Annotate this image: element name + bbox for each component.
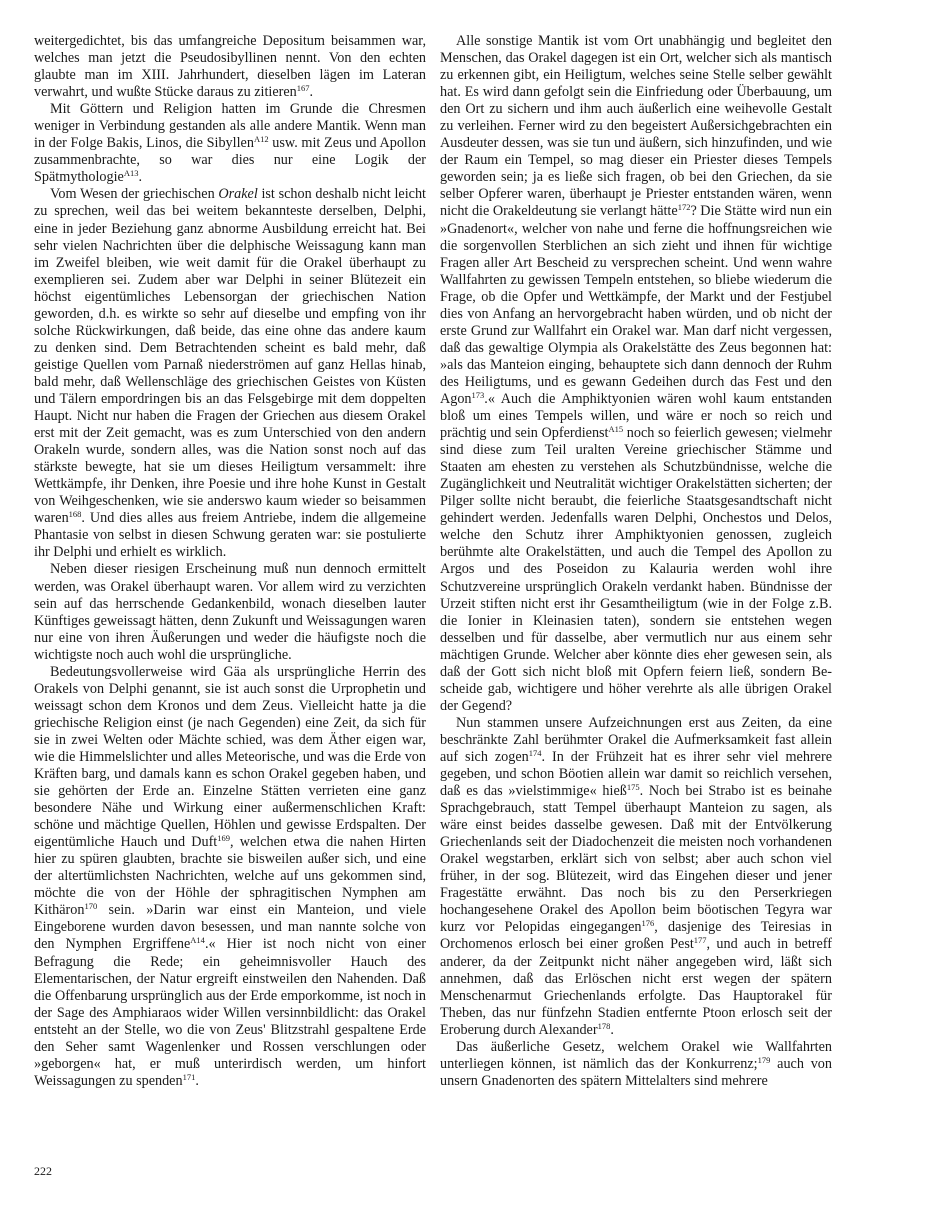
text-run: .« Hier ist noch nicht von einer Befragung die Rede; ein geheimnisvoller Hauch des Elementarischen, der Natur ergreift einstweilen den Nahenden. Daß die Offenbarung ursprünglich aus der Erde emporkomme, ist noch in der Sage des Amphiaraos wider Willen versinnbildlicht: das Orakel entsteht an der Stelle, wo die von Zeus' Blitzstrahl gespaltene Erde den Seher samt Wagenlenker und Rossen verschlungen oder »geborgen« hat, er muß unterirdisch werden, um hinfort Weissagungen zu spenden (34, 936, 426, 1089)
text-run: Bedeutungsvollerweise wird Gäa als ursprüngliche Herrin des Orakels von Delphi genannt, sie ist auch sonst die Urprophetin und weissagt schon dem Kronos und dem Zeus. Vielleicht hatte ja die griechische Religion einst (je nach Gegenden) eine Zeit, da sich für sie in zwei Welten oder Mächte schied, was dem Äther eigen war, wie die Himmelslichter und alles Meteorische, und was die Erde von Kräften barg, und damals kann es schon Orakel gegeben haben, und sie gehörten der Erde an. Einzelne Stätten verrieten eine ganz besondere Nähe und Wirkung einer außermenschlichen Kraft: schöne und mächtige Quellen, Höhlen und gewisse Erdspalten. Der eigentümliche Hauch und Duft (34, 663, 426, 851)
footnote-marker: 172 (677, 202, 691, 213)
paragraph (34, 561, 426, 663)
text-run: auch von unsern Gnadenorten des spätern Mittelalters sind mehrere (440, 1055, 832, 1089)
footnote-marker: 169 (217, 833, 230, 844)
text-run: . In der Frühzeit hat es ihrer sehr viel mehrere gegeben, und schon Böotien allein war damit so reichlich versehen, daß es das »vielstimmige« hieß (440, 748, 832, 800)
text-run: ist schon deshalb nicht leicht zu sprechen, weil das bei weitem bekannteste derselben, Delphi, eine in jeder Beziehung ganz abnorme Ausbildung erreicht hat. Bei sehr vielen Nachrichten über die delphische Weissagung kann man im Zweifel bleiben, wie weit damit für die Orakel überhaupt zu exemplieren sei. Zudem aber war Delphi in seiner Blütezeit ein höchst eigentümliches Lebensorgan der griechischen Nation geworden, d.h. es wirkte so sehr auf dieselbe und empfing von ihr solche Rückwirkungen, daß beide, das eine ohne das andere kaum zu denken sind. Dem Betrachtenden scheint es bald mehr, daß geistige Quellen vom Parnaß niederströmen auf ganz Hellas hinab, bald mehr, daß Wellenschläge des griechischen Geistes von Küsten und Tälern empordringen bis an das Felsgebirge mit dem doppelten Haupt. Nicht nur haben die Fragen der Griechen aus diesem Orakel erst mit der Zeit gemacht, was es zum Unterschied von den andern Orakeln wurde, sondern alles, was die Nation sonst noch auf das stärkste bewegte, hat sie um dieses Heiligtum versammelt: ihre Wettkämpfe, ihr Denken, ihre Poesie und ihre hohe Kunst in Gestalt von Weihgeschenken, wie sie anderswo kaum wieder so beisammen waren (34, 186, 426, 527)
text-run: .« Auch die Amphiktyonien wären wohl kaum entstanden bloß um eines Tempels willen, und wäre er noch so reich und prächtig und sein Opferdienst (440, 390, 832, 442)
footnote-marker: 175 (626, 782, 640, 793)
right-text-column (440, 33, 832, 1090)
paragraph (34, 33, 426, 101)
text-run: sein. »Darin war einst ein Manteion, und viele Eingeborene wurden davon besessen, und man nannte solche von den Nymphen Ergriffene (34, 902, 426, 953)
footnote-marker: 174 (528, 747, 542, 758)
text-run: Mit Göttern und Religion hatten im Grunde die Chresmen weniger in Verbindung gestanden als alle andere Mantik. Wenn man in der Folge Bakis, Linos, die Sibyllen (34, 101, 426, 152)
text-run: noch so feierlich gewesen; vielmehr sind diese zum Teil uralten Vereine griechischer Stämme und Staaten am ehesten zu verstehen als Schutzbündnisse, welche die Zugänglichkeit und Neutralität wichtiger Orakelstätten sicherten; der Pilger sollte nicht beraubt, die feierliche Staatsgesandtschaft nicht gehindert werden. Jedenfalls waren Delphi, Onchestos und Delos, welche den Schutz ihrer Amphiktyonien genossen, zugleich berühmte alte Orakelstätten, und auch die Tempel des Apollon zu Argos und des Poseidon zu Kalauria werden wohl ihre Schutzvereine ursprünglich Orakeln verdankt haben. Bündnisse der Urzeit stiften nicht erst ihr Gesamtheiligtum (wie in der Folge z.B. die Ionier in Kleinasien taten), sondern sie entstehen wegen desselben und für dasselbe, aber vermutlich nur aus einem sehr mächtigen Grunde. Welcher aber könnte dies eher gewesen sein, als daß der Gott sich nicht bloß mit Opfern feiern ließ, sondern Bescheide gab, wichtigere und höher verehrte als alle übrigen Orakel der Gegend? (440, 425, 833, 714)
footnote-marker: 177 (693, 935, 707, 946)
footnote-marker: 179 (757, 1054, 771, 1065)
footnote-marker: A12 (253, 134, 269, 145)
paragraph (440, 33, 832, 715)
footnote-marker: 171 (182, 1071, 196, 1082)
paragraph (34, 664, 426, 1090)
text-run: . (138, 169, 143, 186)
text-run: . (610, 1021, 614, 1038)
footnote-marker: 176 (641, 918, 655, 929)
footnote-marker: 178 (597, 1020, 611, 1031)
text-run: , dasjenige des Teiresias in Orchomenos erlosch bei einer großen Pest (440, 919, 832, 953)
footnote-marker: 173 (471, 389, 485, 400)
paragraph (34, 186, 426, 561)
footnote-marker: 170 (84, 901, 98, 912)
paragraph (34, 101, 426, 186)
text-run: weitergedichtet, bis das umfangreiche Depositum beisammen war, welches man jetzt die Pseudosibyllinen nennt. Von den echten glaubte man im XIII. Jahrhundert, dieselben lägen im Lateran verwahrt, und wußte Stücke daraus zu zitieren (34, 33, 426, 101)
footnote-marker: A14 (190, 935, 205, 946)
paragraph (440, 1039, 832, 1090)
text-run: ? Die Stätte wird nun ein »Gnadenort«, welcher von nahe und ferne die hoffnungsreichen wie die sorgenvollen Sterblichen an sich zieht und ihnen für wichtige Fragen aller Art Bescheid zu versprechen scheint. Und wenn wahre Wallfahrten zu gewissen Tempeln entstehen, so bliebe wiederum die Frage, ob die Opfer und Wettkämpfe, der Markt und der Festjubel dies von Anfang an hervorgebracht haben würden, und ob nicht der erste Grund zur Wallfahrt ein Orakel war. Man darf nicht vergessen, daß das gewaltige Olympia als Orakelstätte des Zeus begonnen hat: »als das Manteion einging, behauptete sich dann dennoch der Ruhm des Heiligtums, und es gewann Gedeihen durch das Fest und den Agon (440, 203, 833, 407)
footnote-marker: 168 (68, 509, 82, 520)
footnote-marker: 167 (296, 83, 310, 94)
emphasis-text: Orakel (218, 186, 258, 203)
text-run: , welchen etwa die nahen Hirten hier zu spüren glaubten, brachte sie bisweilen außer sich, und eine der altertümlichsten Nachrichten, welche auf uns gekommen sind, möchte die von der Höhle der sphragitischen Nymphen am Kithäron (34, 834, 426, 919)
text-run: . (195, 1072, 199, 1089)
page-number: 222 (34, 1164, 52, 1178)
text-run: Vom Wesen der griechischen (50, 186, 219, 203)
text-run: usw. mit Zeus und Apollon zusammenbrachte, so war dies nur eine Logik der Spätmythologie (34, 135, 426, 186)
left-text-column (34, 33, 426, 1090)
paragraph (440, 715, 832, 1039)
text-run: . Und dies alles aus freiem Antriebe, indem die allgemeine Phantasie von selbst in diesen Schwung geraten war: sie postulierte ihr Delphi und erhielt es wirklich. (34, 510, 426, 561)
text-run: Alle sonstige Mantik ist vom Ort unabhängig und begleitet den Menschen, das Orakel dagegen ist ein Ort, welcher sich als mantisch zu erkennen gibt, ein Heiligtum, welches seine Stelle selber gewählt hat. Es wird dann gefolgt sein die Einfriedung oder Überbauung, um den Ort zu sichern und ihm auch äußerlich eine weihevolle Gestalt zu verleihen. Ferner wird zu den begeistert Außersichgebrachten ein Ausdeuter dessen, was sie tun und äußern, sich hinzufinden, und wie der Raum ein Tempel, so mag dieser ein Priester dieses Tempels geworden sein; ja es ließe sich fragen, ob bei den Griechen, da sie selber Opferer waren, überhaupt je Priester entstanden wären, wenn nicht die Orakeldeutung sie verlangt hätte (440, 33, 832, 220)
footnote-marker: A15 (608, 424, 624, 435)
text-run: Das äußerliche Gesetz, welchem Orakel wie Wallfahrten unterliegen können, ist nämlich das der Konkurrenz; (440, 1038, 832, 1072)
text-run: . Noch bei Strabo ist es beinahe Sprachgebrauch, statt Tempel überhaupt Manteion zu sagen, als wäre einst beides dasselbe gewesen. Daß mit der Entvölkerung Griechenlands seit der Diadochenzeit die meisten noch vorhandenen Orakel wegstarben, erklärt sich von selbst; aber auch schon viel früher, in der sog. Blütezeit, wird das Eingehen dieser und jener Fragestätte erwähnt. Das noch bis zu den Perserkriegen hochangesehene Orakel des Apollon beim böotischen Tegyra war kurz vor Pelopidas eingegangen (440, 783, 832, 936)
footnote-marker: A13 (123, 168, 139, 179)
text-run: Neben dieser riesigen Erscheinung muß nun dennoch ermittelt werden, was Orakel überhaupt waren. Vor allem wird zu verzichten sein auf das herrschende Gedankenbild, wonach dieselben lauter Künftiges geweissagt hätten, denn Zukunft und Weissagungen waren nur eine von ihren Äußerungen und weder die häufigste noch die wichtigste noch auch wohl die ursprüngliche. (34, 561, 426, 663)
text-run: . (309, 84, 314, 101)
text-run: , und auch in betreff anderer, da der Zeitpunkt nicht näher angegeben wird, läßt sich annehmen, daß das Erlöschen nicht erst wegen der spätern Menschenarmut Griechenlands erfolgte. Das Hauptorakel für Theben, das nur fünfzehn Stadien entfernte Ptoon erlosch seit der Eroberung durch Alexander (440, 936, 832, 1038)
text-run: Nun stammen unsere Aufzeichnungen erst aus Zeiten, da eine beschränkte Zahl berühmter Orakel die Aufmerksamkeit fast allein auf sich zogen (440, 714, 832, 765)
